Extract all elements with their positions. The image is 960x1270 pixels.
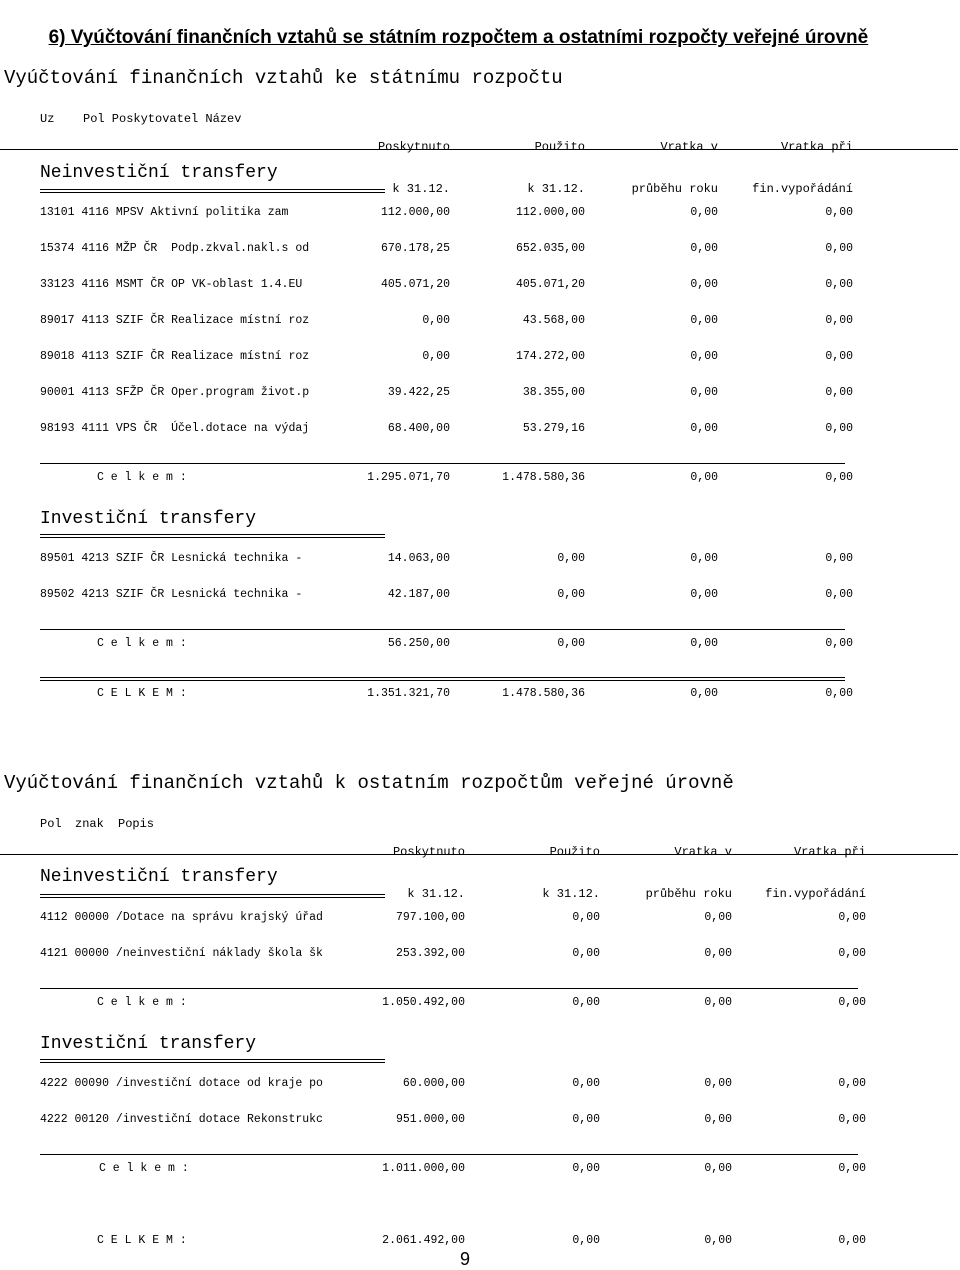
row-text: 4112 00000 /Dotace na správu krajský úřad bbox=[40, 911, 323, 924]
row-used: 174.272,00 bbox=[515, 350, 585, 363]
row-text: 33123 4116 MSMT ČR OP VK-oblast 1.4.EU bbox=[40, 278, 303, 291]
chapter-title: 6) Vyúčtování finančních vztahů se státním rozpočtem a ostatními rozpočty veřejné úrovně bbox=[48, 27, 869, 48]
subtotal-return: 0,00 bbox=[690, 637, 718, 650]
row-text: 98193 4111 VPS ČR Účel.dotace na výdaj bbox=[40, 422, 310, 435]
row-used: 0,00 bbox=[572, 911, 600, 924]
row-return: 0,00 bbox=[704, 947, 732, 960]
row-text: 89501 4213 SZIF ČR Lesnická technika - bbox=[40, 552, 303, 565]
subtotal-used: 0,00 bbox=[572, 996, 600, 1009]
grand-total-rule bbox=[40, 677, 845, 681]
state-noninvest-title: Neinvestiční transfery bbox=[40, 163, 278, 183]
col-header-used: Použito k 31.12. bbox=[542, 845, 600, 901]
subtotal-used: 1.478.580,36 bbox=[502, 471, 585, 484]
row-provided: 0,00 bbox=[422, 314, 450, 327]
row-text: 90001 4113 SFŽP ČR Oper.program život.p bbox=[40, 386, 310, 399]
state-invest-title: Investiční transfery bbox=[40, 509, 257, 529]
row-used: 405.071,20 bbox=[515, 278, 585, 291]
row-text: 89017 4113 SZIF ČR Realizace místní roz bbox=[40, 314, 310, 327]
row-text: 15374 4116 MŽP ČR Podp.zkval.nakl.s od bbox=[40, 242, 310, 255]
col-header-popis: Popis bbox=[118, 817, 155, 831]
subtotal-used: 0,00 bbox=[557, 637, 585, 650]
other-noninvest-title: Neinvestiční transfery bbox=[40, 867, 278, 887]
row-provided: 405.071,20 bbox=[380, 278, 450, 291]
row-final: 0,00 bbox=[838, 947, 866, 960]
col-header-znak: znak bbox=[75, 817, 104, 831]
row-used: 43.568,00 bbox=[522, 314, 585, 327]
row-text: 89018 4113 SZIF ČR Realizace místní roz bbox=[40, 350, 310, 363]
row-return: 0,00 bbox=[690, 588, 718, 601]
header-rule bbox=[0, 149, 958, 150]
col-header-pol-provider-name: Pol Poskytovatel Název bbox=[83, 112, 242, 126]
section-title-rule bbox=[40, 894, 385, 898]
grand-total-return: 0,00 bbox=[690, 687, 718, 700]
grand-total-label: C E L K E M : bbox=[97, 687, 187, 700]
row-return: 0,00 bbox=[690, 350, 718, 363]
row-return: 0,00 bbox=[704, 911, 732, 924]
row-used: 53.279,16 bbox=[522, 422, 585, 435]
grand-total-final: 0,00 bbox=[838, 1234, 866, 1247]
row-return: 0,00 bbox=[690, 422, 718, 435]
row-final: 0,00 bbox=[825, 350, 853, 363]
row-used: 0,00 bbox=[572, 1113, 600, 1126]
subtotal-used: 0,00 bbox=[572, 1162, 600, 1175]
row-used: 112.000,00 bbox=[515, 206, 585, 219]
grand-total-provided: 1.351.321,70 bbox=[367, 687, 450, 700]
row-return: 0,00 bbox=[690, 206, 718, 219]
grand-total-return: 0,00 bbox=[704, 1234, 732, 1247]
subtotal-final: 0,00 bbox=[838, 1162, 866, 1175]
subtotal-provided: 1.295.071,70 bbox=[367, 471, 450, 484]
row-text: 89502 4213 SZIF ČR Lesnická technika - bbox=[40, 588, 303, 601]
subtotal-final: 0,00 bbox=[838, 996, 866, 1009]
col-header-return: Vratka v průběhu roku bbox=[631, 140, 718, 196]
row-provided: 60.000,00 bbox=[402, 1077, 465, 1090]
subtotal-rule bbox=[40, 463, 845, 464]
header-rule bbox=[0, 854, 958, 855]
row-return: 0,00 bbox=[690, 386, 718, 399]
state-section-title: Vyúčtování finančních vztahů ke státnímu rozpočtu bbox=[4, 67, 563, 89]
row-provided: 112.000,00 bbox=[380, 206, 450, 219]
row-final: 0,00 bbox=[825, 386, 853, 399]
row-return: 0,00 bbox=[690, 242, 718, 255]
subtotal-final: 0,00 bbox=[825, 471, 853, 484]
row-final: 0,00 bbox=[825, 242, 853, 255]
row-final: 0,00 bbox=[825, 278, 853, 291]
subtotal-provided: 1.050.492,00 bbox=[382, 996, 465, 1009]
row-final: 0,00 bbox=[838, 911, 866, 924]
row-used: 0,00 bbox=[557, 588, 585, 601]
col-header-final: Vratka při fin.vypořádání bbox=[765, 845, 866, 901]
row-final: 0,00 bbox=[838, 1113, 866, 1126]
row-provided: 951.000,00 bbox=[395, 1113, 465, 1126]
section-title-rule bbox=[40, 534, 385, 538]
other-invest-title: Investiční transfery bbox=[40, 1034, 257, 1054]
row-used: 38.355,00 bbox=[522, 386, 585, 399]
section-title-rule bbox=[40, 189, 385, 193]
row-used: 0,00 bbox=[572, 947, 600, 960]
row-used: 0,00 bbox=[557, 552, 585, 565]
subtotal-label: C e l k e m : bbox=[97, 637, 187, 650]
col-header-uz: Uz bbox=[40, 112, 55, 126]
col-header-used: Použito k 31.12. bbox=[527, 140, 585, 196]
subtotal-label: C e l k e m : bbox=[97, 996, 187, 1009]
col-header-provided: Poskytnuto k 31.12. bbox=[392, 845, 465, 901]
row-provided: 14.063,00 bbox=[387, 552, 450, 565]
row-final: 0,00 bbox=[825, 588, 853, 601]
row-text: 4222 00090 /investiční dotace od kraje po bbox=[40, 1077, 323, 1090]
row-provided: 670.178,25 bbox=[380, 242, 450, 255]
subtotal-rule bbox=[40, 988, 858, 989]
row-provided: 253.392,00 bbox=[395, 947, 465, 960]
grand-total-provided: 2.061.492,00 bbox=[382, 1234, 465, 1247]
row-provided: 0,00 bbox=[422, 350, 450, 363]
row-used: 0,00 bbox=[572, 1077, 600, 1090]
row-return: 0,00 bbox=[704, 1113, 732, 1126]
subtotal-return: 0,00 bbox=[704, 1162, 732, 1175]
row-provided: 797.100,00 bbox=[395, 911, 465, 924]
row-text: 4121 00000 /neinvestiční náklady škola šk bbox=[40, 947, 323, 960]
row-provided: 42.187,00 bbox=[387, 588, 450, 601]
subtotal-final: 0,00 bbox=[825, 637, 853, 650]
page-number: 9 bbox=[460, 1249, 471, 1269]
row-final: 0,00 bbox=[825, 552, 853, 565]
grand-total-label: C E L K E M : bbox=[97, 1234, 187, 1247]
grand-total-used: 0,00 bbox=[572, 1234, 600, 1247]
row-return: 0,00 bbox=[690, 314, 718, 327]
subtotal-return: 0,00 bbox=[704, 996, 732, 1009]
subtotal-rule bbox=[40, 1154, 858, 1155]
section-title-rule bbox=[40, 1059, 385, 1063]
row-text: 4222 00120 /investiční dotace Rekonstrukc bbox=[40, 1113, 323, 1126]
subtotal-label: C e l k e m : bbox=[97, 471, 187, 484]
row-return: 0,00 bbox=[704, 1077, 732, 1090]
row-return: 0,00 bbox=[690, 278, 718, 291]
col-header-provided: Poskytnuto k 31.12. bbox=[377, 140, 450, 196]
col-header-final: Vratka při fin.vypořádání bbox=[752, 140, 853, 196]
subtotal-label: C e l k e m : bbox=[99, 1162, 189, 1175]
row-used: 652.035,00 bbox=[515, 242, 585, 255]
col-header-return: Vratka v průběhu roku bbox=[645, 845, 732, 901]
row-final: 0,00 bbox=[825, 422, 853, 435]
row-text: 13101 4116 MPSV Aktivní politika zam bbox=[40, 206, 289, 219]
grand-total-final: 0,00 bbox=[825, 687, 853, 700]
subtotal-return: 0,00 bbox=[690, 471, 718, 484]
row-return: 0,00 bbox=[690, 552, 718, 565]
row-provided: 39.422,25 bbox=[387, 386, 450, 399]
row-final: 0,00 bbox=[825, 206, 853, 219]
subtotal-rule bbox=[40, 629, 845, 630]
subtotal-provided: 56.250,00 bbox=[387, 637, 450, 650]
subtotal-provided: 1.011.000,00 bbox=[382, 1162, 465, 1175]
row-final: 0,00 bbox=[838, 1077, 866, 1090]
col-header-pol: Pol bbox=[40, 817, 62, 831]
row-final: 0,00 bbox=[825, 314, 853, 327]
grand-total-used: 1.478.580,36 bbox=[502, 687, 585, 700]
other-section-title: Vyúčtování finančních vztahů k ostatním rozpočtům veřejné úrovně bbox=[4, 772, 734, 794]
row-provided: 68.400,00 bbox=[387, 422, 450, 435]
